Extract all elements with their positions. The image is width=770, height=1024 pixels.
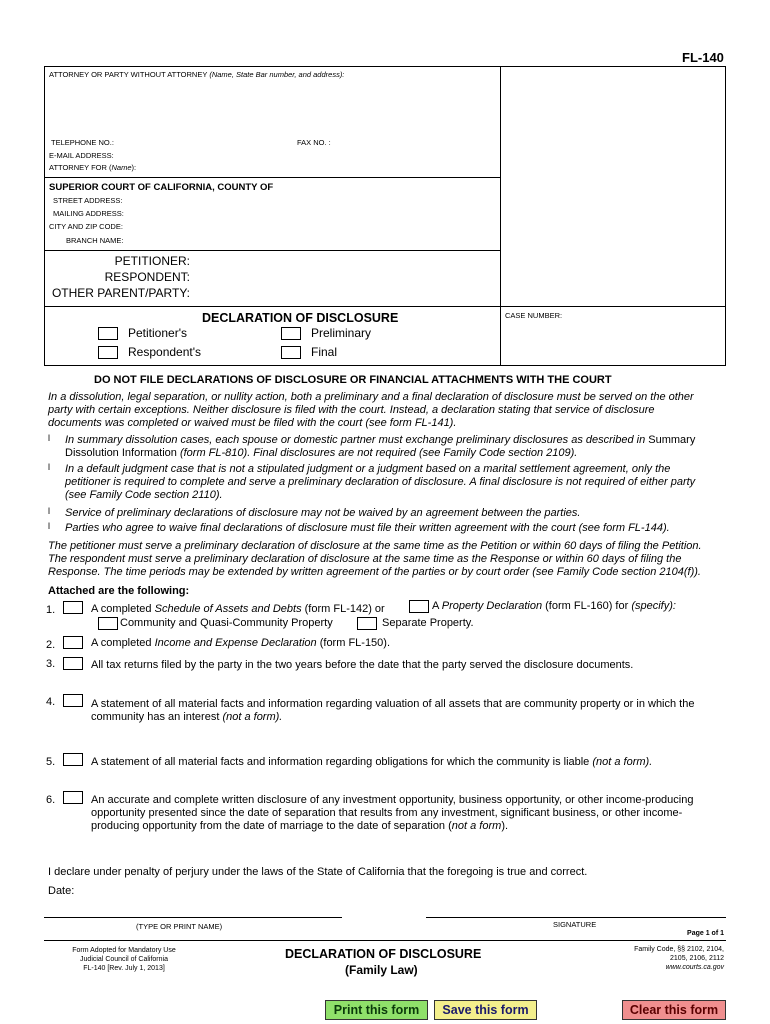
petitioner-paragraph: The petitioner must serve a preliminary declaration of disclosure at the same time as the Petition or within 60 days of filing the Petition. The respondent must serve a preliminary declaration of disclosure at the same time as the Response or within 60 days of filing the Response. The time periods may be extended by written agreement of the parties or by court order (see Family Code section 2104(f)).	[48, 540, 702, 578]
item2-text: A completed Income and Expense Declaration (form FL-150).	[91, 637, 391, 649]
petitioner-label: PETITIONER:	[114, 254, 190, 268]
street-label: STREET ADDRESS:	[53, 196, 123, 205]
footer-rule	[44, 940, 726, 941]
separate-property-label: Separate Property.	[382, 617, 474, 629]
final-checkbox[interactable]	[281, 346, 301, 359]
code-block: Family Code, §§ 2102, 2104, 2105, 2106, 2112 www.courts.ca.gov	[634, 946, 724, 971]
name-line	[44, 917, 342, 918]
bullet-marker: l	[48, 433, 50, 443]
bullet-default-judgment: In a default judgment case that is not a stipulated judgment or a judgment based on a marital settlement agreement, only the petitioner is required to complete and serve a preliminary declaration of disclosure. A final disclosure is not required of either party (see Family Code section 2110).	[65, 463, 696, 501]
form-number: FL-140	[682, 50, 724, 65]
separate-property-checkbox[interactable]	[357, 617, 377, 630]
item1-checkbox[interactable]	[63, 601, 83, 614]
attorney-label: ATTORNEY OR PARTY WITHOUT ATTORNEY (Name, State Bar number, and address):	[49, 70, 345, 79]
header-divider	[500, 66, 501, 366]
instructions-heading: DO NOT FILE DECLARATIONS OF DISCLOSURE OR FINANCIAL ATTACHMENTS WITH THE COURT	[94, 374, 612, 386]
preliminary-checkbox[interactable]	[281, 327, 301, 340]
fax-label: FAX NO. :	[297, 138, 331, 147]
bullet-service-waiver: Service of preliminary declarations of disclosure may not be waived by an agreement between the parties.	[65, 507, 581, 519]
title-separator	[44, 306, 726, 307]
community-property-checkbox[interactable]	[98, 617, 118, 630]
page-number: Page 1 of 1	[687, 930, 724, 937]
clear-form-button[interactable]: Clear this form	[622, 1000, 726, 1020]
property-declaration-text: A Property Declaration (form FL-160) for (specify):	[432, 600, 676, 612]
attorney-input[interactable]	[48, 82, 496, 134]
respondent-label: RESPONDENT:	[104, 270, 190, 284]
attached-heading: Attached are the following:	[48, 585, 190, 597]
respondents-checkbox[interactable]	[98, 346, 118, 359]
bullet-marker: l	[48, 462, 50, 472]
property-declaration-checkbox[interactable]	[409, 600, 429, 613]
item3-text: All tax returns filed by the party in the two years before the date that the party served the disclosure documents.	[91, 659, 634, 671]
bullet-final-waiver: Parties who agree to waive final declarations of disclosure must file their written agreement with the court (see form FL-144).	[65, 522, 670, 534]
item-number: 1.	[46, 604, 56, 616]
date-label: Date:	[48, 885, 75, 897]
branch-label: BRANCH NAME:	[66, 236, 124, 245]
type-name-label: (TYPE OR PRINT NAME)	[136, 922, 223, 931]
footer-subtitle: (Family Law)	[345, 963, 418, 977]
other-parent-label: OTHER PARENT/PARTY:	[51, 286, 190, 300]
petitioners-label: Petitioner's	[128, 326, 187, 340]
case-number-label: CASE NUMBER:	[505, 311, 563, 320]
attorney-for-label: ATTORNEY FOR (Name):	[49, 163, 137, 172]
signature-line	[426, 917, 726, 918]
item5-checkbox[interactable]	[63, 753, 83, 766]
item4-text: A statement of all material facts and information regarding valuation of all assets that are community property or in which the community has an interest (not a form).	[91, 698, 695, 723]
item4-checkbox[interactable]	[63, 694, 83, 707]
parties-separator	[44, 250, 500, 251]
item5-text: A statement of all material facts and information regarding obligations for which the community is liable (not a form).	[91, 756, 653, 768]
save-form-button[interactable]: Save this form	[434, 1000, 537, 1020]
case-number-input[interactable]	[505, 322, 721, 362]
item-number: 5.	[46, 756, 56, 768]
declaration-title: DECLARATION OF DISCLOSURE	[202, 311, 399, 325]
petitioners-checkbox[interactable]	[98, 327, 118, 340]
court-separator	[44, 177, 500, 178]
item-number: 4.	[46, 696, 56, 708]
intro-paragraph: In a dissolution, legal separation, or nullity action, both a preliminary and a final declaration of disclosure must be served on the other party with certain exceptions. Neither disclosure is filed with the court. Instead, a declaration stating that service of disclosure documents was completed or waived must be filed with the court (see form FL-141).	[48, 391, 694, 429]
signature-label: SIGNATURE	[553, 920, 597, 929]
preliminary-label: Preliminary	[311, 326, 372, 340]
item6-checkbox[interactable]	[63, 791, 83, 804]
bullet-summary-dissolution: In summary dissolution cases, each spouse or domestic partner must exchange preliminary disclosures as described in Summary Dissolution Information (form FL-810). Final disclosures are not required (see Family Code section 2109).	[65, 434, 696, 459]
city-zip-label: CITY AND ZIP CODE:	[49, 222, 123, 231]
item2-checkbox[interactable]	[63, 636, 83, 649]
print-form-button[interactable]: Print this form	[325, 1000, 428, 1020]
item1-text: A completed Schedule of Assets and Debts (form FL-142) or	[91, 603, 385, 615]
item-number: 2.	[46, 639, 56, 651]
bullet-marker: l	[48, 506, 50, 516]
community-property-label: Community and Quasi-Community Property	[120, 617, 333, 629]
item-number: 3.	[46, 658, 56, 670]
item-number: 6.	[46, 794, 56, 806]
telephone-label: TELEPHONE NO.:	[51, 138, 114, 147]
footer-title: DECLARATION OF DISCLOSURE	[285, 947, 482, 961]
item3-checkbox[interactable]	[63, 657, 83, 670]
email-label: E-MAIL ADDRESS:	[49, 151, 114, 160]
respondents-label: Respondent's	[128, 345, 202, 359]
print-name-input[interactable]	[44, 900, 342, 916]
court-title: SUPERIOR COURT OF CALIFORNIA, COUNTY OF	[49, 182, 274, 193]
item6-text: An accurate and complete written disclosure of any investment opportunity, business opportunity, or other income-producing opportunity presented since the date of separation that results from any investment, significant business, or other income- producing opportunity from the date of marriage to the date of separation (not a form).	[91, 794, 694, 832]
perjury-statement: I declare under penalty of perjury under the laws of the State of California that the foregoing is true and correct.	[48, 866, 588, 878]
final-label: Final	[311, 345, 338, 359]
mailing-label: MAILING ADDRESS:	[53, 209, 124, 218]
date-input[interactable]	[82, 882, 262, 898]
bullet-marker: l	[48, 521, 50, 531]
adopted-block: Form Adopted for Mandatory Use Judicial Council of California FL-140 [Rev. July 1, 2013]	[72, 947, 176, 972]
